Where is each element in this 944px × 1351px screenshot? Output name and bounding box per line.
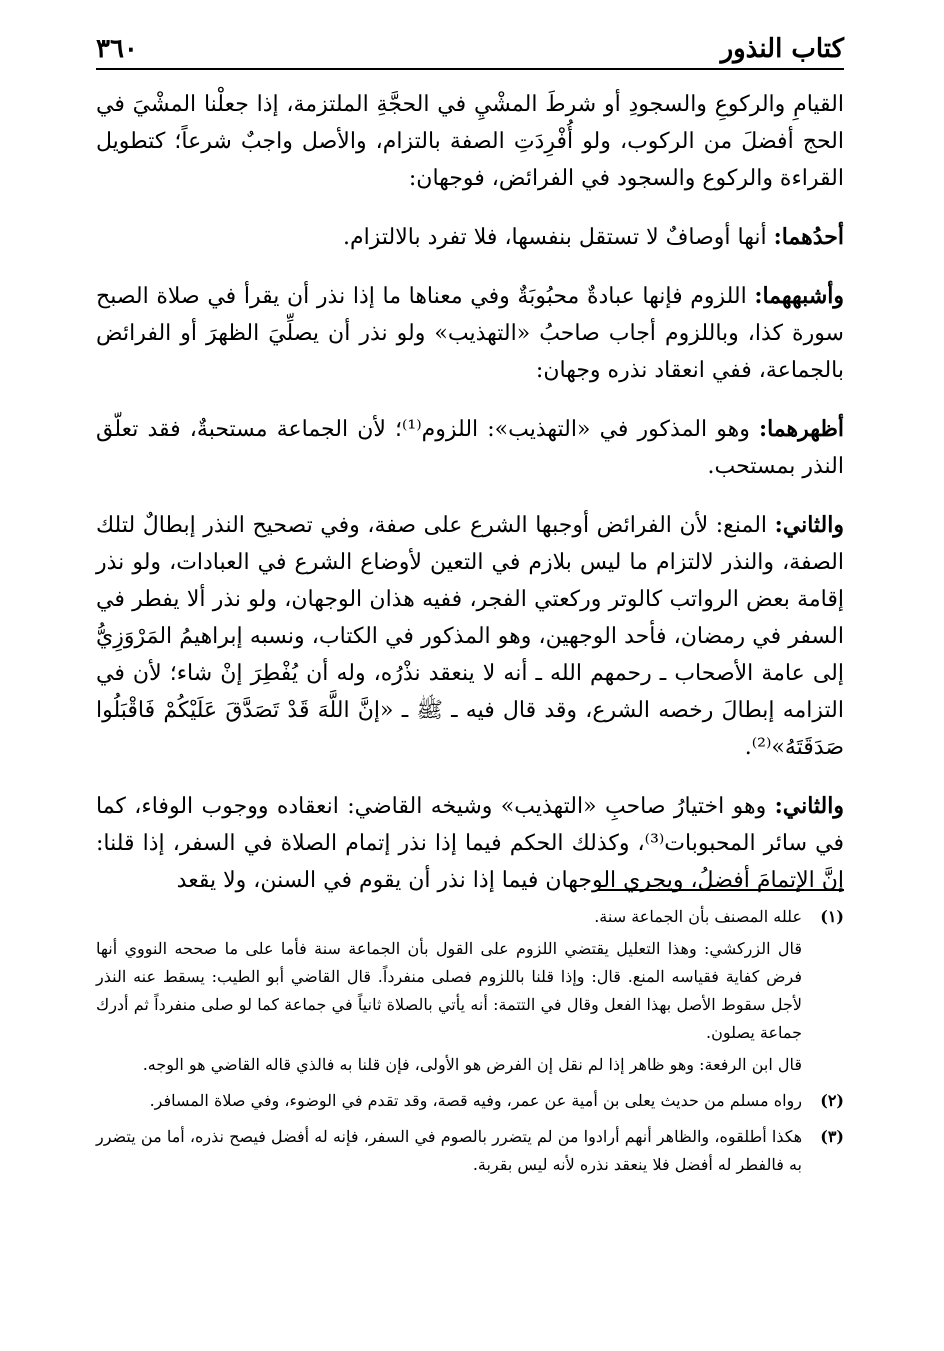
footnote-text: قال ابن الرفعة: وهو ظاهر إذا لم نقل إن الفرض هو الأولى، فإن قلنا به فالذي قاله القاضي هو الوجه. bbox=[142, 1055, 802, 1074]
footnote-number: (١) bbox=[820, 907, 844, 926]
footnotes bbox=[96, 903, 844, 1187]
footnote bbox=[96, 903, 844, 1083]
paragraph-text: وهو اختيارُ صاحبِ «التهذيب» وشيخه القاضي: انعقاده ووجوب الوفاء، كما في سائر المحبوبات⁽³⁾، وكذلك الحكم فيما إذا نذر إتمام الصلاة في السفر، إذا قلنا: إنَّ الإتمامَ أفضلُ، ويجري الوجهان فيما إذا نذر أن يقوم في السنن، ولا يقعد bbox=[96, 794, 844, 893]
footnote-body bbox=[96, 1123, 802, 1183]
footnote-number: (٢) bbox=[820, 1091, 844, 1110]
running-title: كتاب النذور bbox=[720, 34, 844, 64]
footnote-body bbox=[96, 903, 802, 1083]
paragraph bbox=[96, 788, 844, 899]
footnote bbox=[96, 1123, 844, 1183]
paragraph: القيامِ والركوعِ والسجودِ أو شرطَ المشْيِ في الحجَّةِ الملتزمة، إذا جعلْنا المشْيَ في الحج أفضلَ من الركوب، ولو أُفْرِدَتِ الصفة بالتزام، والأصل واجبٌ شرعاً؛ كتطويل القراءة والركوع والسجود في الفرائض، فوجهان: bbox=[96, 92, 844, 191]
paragraph-keyword: أحدُهما: bbox=[773, 224, 844, 250]
paragraph-text: وهو المذكور في «التهذيب»: اللزوم⁽¹⁾؛ لأن الجماعة مستحبةٌ، فقد تعلّق النذر بمستحب. bbox=[96, 417, 844, 479]
footnote bbox=[96, 1087, 844, 1119]
page-header bbox=[96, 30, 844, 70]
footnote-number: (٣) bbox=[820, 1127, 844, 1146]
footnote-body bbox=[96, 1087, 802, 1119]
footnote-text: هكذا أطلقوه، والظاهر أنهم أرادوا من لم يتضرر بالصوم في السفر، فإنه له أفضل فيصح نذره، أما من يتضرر به فالفطر له أفضل فلا ينعقد نذره لأنه ليس بقربة. bbox=[96, 1127, 802, 1174]
paragraph-keyword: وأشبههما: bbox=[754, 283, 844, 309]
main-text bbox=[96, 86, 844, 911]
paragraph-keyword: والثاني: bbox=[774, 793, 844, 819]
footnote-text: رواه مسلم من حديث يعلى بن أمية عن عمر، وفيه قصة، وقد تقدم في الوضوء، وفي صلاة المسافر. bbox=[149, 1091, 802, 1110]
paragraph bbox=[96, 278, 844, 389]
paragraph-text: اللزوم فإنها عبادةٌ محبُوبَةٌ وفي معناها ما إذا نذر أن يقرأ في صلاة الصبح سورة كذا، وباللزوم أجاب صاحبُ «التهذيب» ولو نذر أن يصلِّيَ الظهرَ أو الفرائض بالجماعة، ففي انعقاد نذره وجهان: bbox=[96, 284, 844, 383]
page-number: ٣٦٠ bbox=[96, 34, 138, 64]
footnote-separator bbox=[598, 889, 844, 891]
paragraph bbox=[96, 507, 844, 766]
paragraph-text: أنها أوصافٌ لا تستقل بنفسها، فلا تفرد بالالتزام. bbox=[343, 225, 774, 250]
paragraph bbox=[96, 219, 844, 256]
paragraph-keyword: والثاني: bbox=[774, 512, 844, 538]
paragraph-text: المنع: لأن الفرائض أوجبها الشرع على صفة، وفي تصحيح النذر إبطالٌ لتلك الصفة، والنذر لالتزام ما ليس بلازم في التعين لأوضاع الشرع في العبادات، ولو نذر إقامة بعض الرواتب كالوتر وركعتي الفجر، ففيه هذان الوجهان، ولو نذر ألا يفطر في السفر في رمضان، فأحد الوجهين، وهو المذكور في الكتاب، ونسبه إبراهيمُ المَرْوَزِيُّ إلى عامة الأصحاب ـ رحمهم الله ـ أنه لا ينعقد نذْرُه، وله أن يُفْطِرَ إنْ شاء؛ لأن في التزامه إبطالَ رخصه الشرع، وقد قال فيه ـ ﷺ ـ «إنَّ اللَّهَ قَدْ تَصَدَّقَ عَلَيْكُمْ فَاقْبَلُوا صَدَقَتَهُ»⁽²⁾. bbox=[96, 513, 844, 760]
paragraph bbox=[96, 411, 844, 485]
footnote-text: علله المصنف بأن الجماعة سنة. bbox=[594, 907, 802, 926]
paragraph-keyword: أظهرهما: bbox=[758, 416, 844, 442]
footnote-text: قال الزركشي: وهذا التعليل يقتضي اللزوم على القول بأن الجماعة سنة فأما على ما صححه النووي أنها فرض كفاية فقياسه المنع. قال: وإذا قلنا باللزوم فصلى منفرداً. قال القاضي أبو الطيب: يسقط عنه النذر لأجل سقوط الأصل بهذا الفعل وقال في التتمة: أنه يأتي بالصلاة ثانياً في جماعة كما لو صلى منفرداً ثم أدرك جماعة يصلون. bbox=[96, 939, 802, 1042]
